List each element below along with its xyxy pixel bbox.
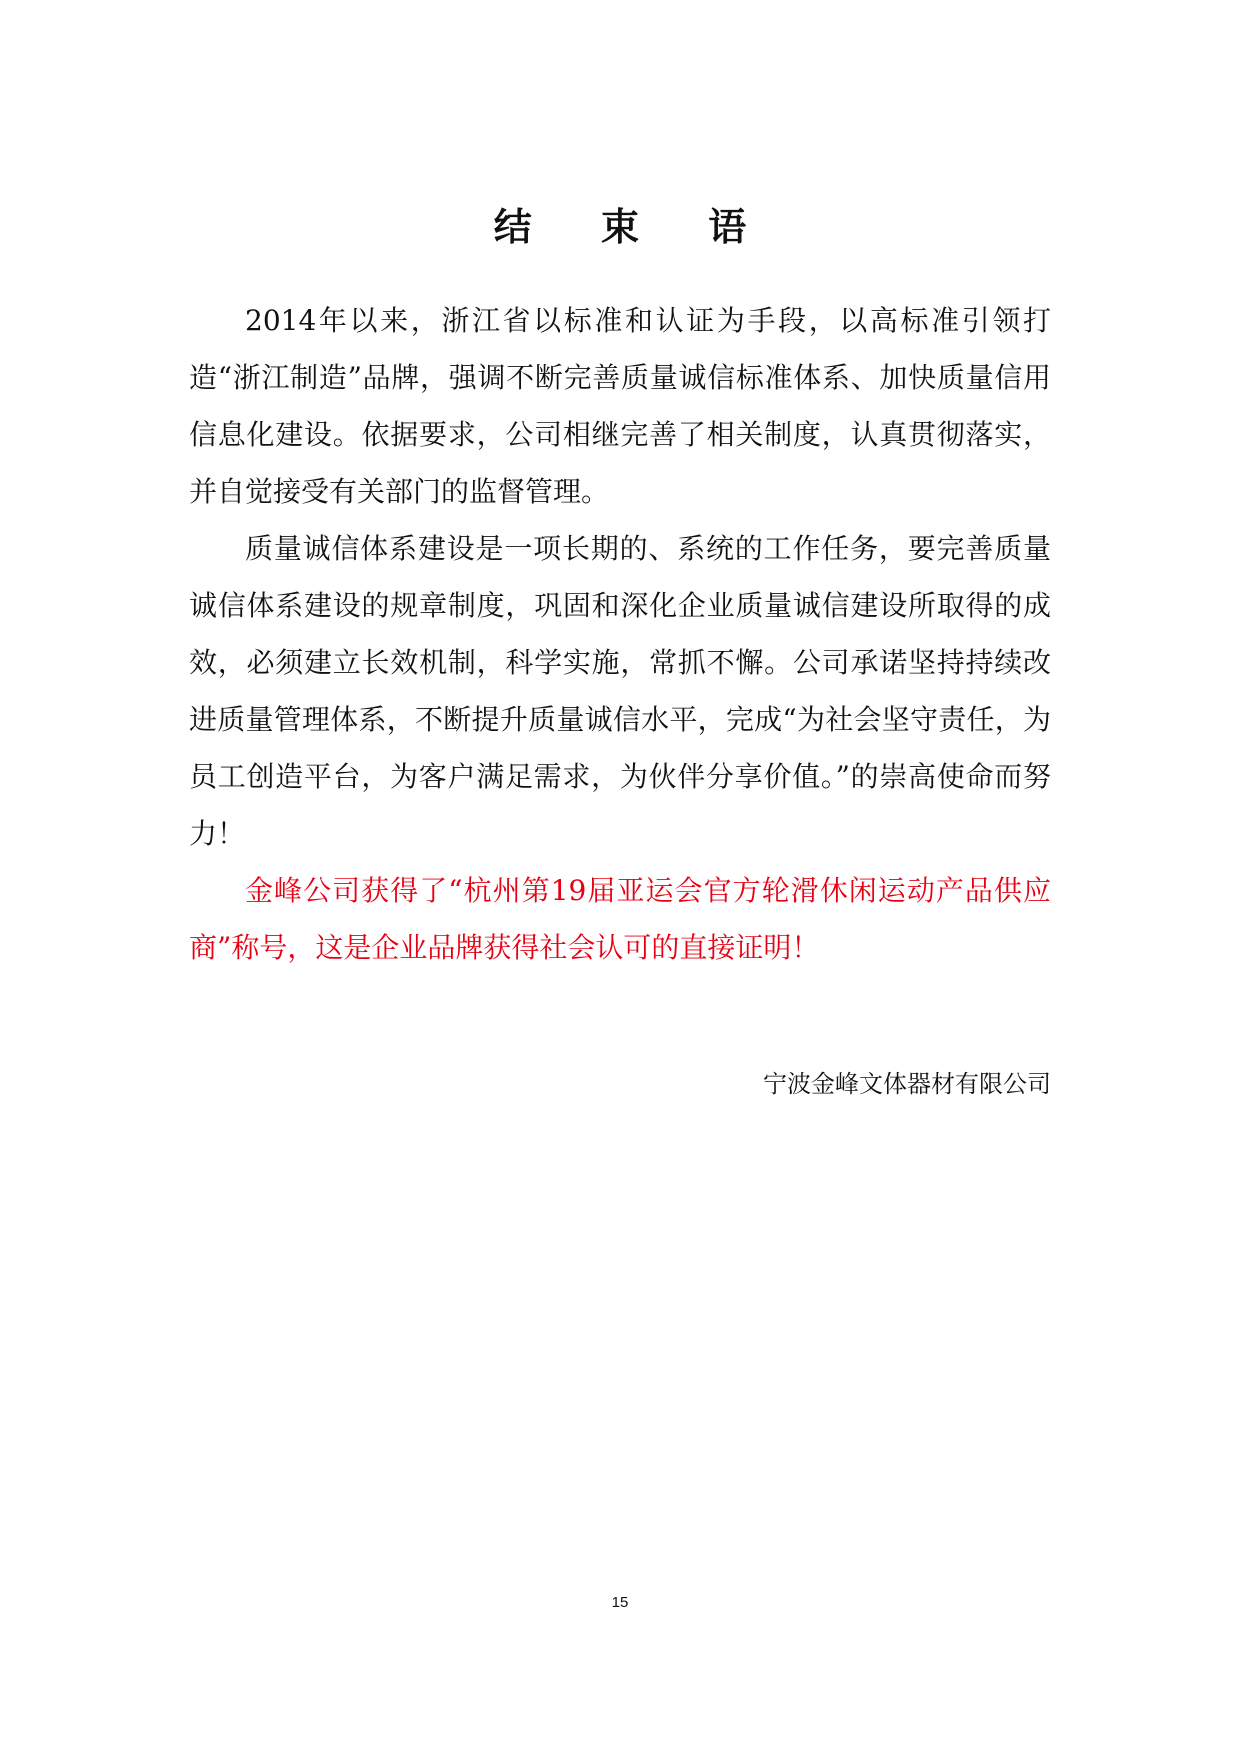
highlight-paragraph: 金峰公司获得了“杭州第19届亚运会官方轮滑休闲运动产品供应商”称号，这是企业品牌获得社会认可的直接证明！ [189, 874, 1051, 964]
paragraph-2: 质量诚信体系建设是一项长期的、系统的工作任务，要完善质量诚信体系建设的规章制度，巩固和深化企业质量诚信建设所取得的成效，必须建立长效机制，科学实施，常抓不懈。公司承诺坚持持续改进质量管理体系，不断提升质量诚信水平，完成“为社会坚守责任，为员工创造平台，为客户满足需求，为伙伴分享价值。”的崇高使命而努力！ [189, 532, 1051, 850]
company-signature: 宁波金峰文体器材有限公司 [763, 1070, 1051, 1098]
body-text [189, 292, 1051, 976]
paragraph-1: 2014年以来，浙江省以标准和认证为手段，以高标准引领打造“浙江制造”品牌，强调不断完善质量诚信标准体系、加快质量信用信息化建设。依据要求，公司相继完善了相关制度，认真贯彻落实，并自觉接受有关部门的监督管理。 [189, 304, 1051, 508]
page-title: 结 束 语 [493, 204, 775, 249]
page-number: 15 [611, 1594, 629, 1611]
